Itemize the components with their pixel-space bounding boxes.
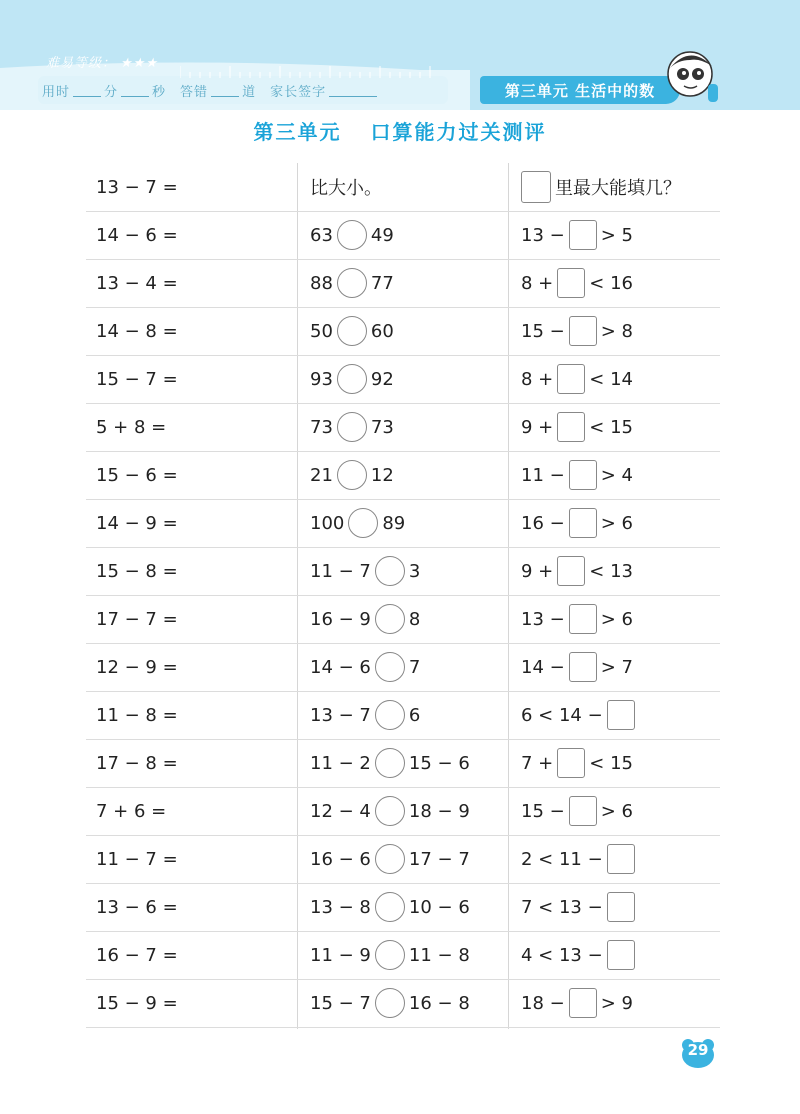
table-row xyxy=(86,211,720,260)
arithmetic-item: 17 − 8 = xyxy=(96,752,178,774)
table-row xyxy=(86,259,720,308)
compare-answer-circle[interactable] xyxy=(375,556,405,586)
compare-answer-circle[interactable] xyxy=(375,700,405,730)
table-row xyxy=(86,307,720,356)
table-row xyxy=(86,931,720,980)
minute-label: 分 xyxy=(104,84,119,100)
time-label: 用时 xyxy=(42,84,71,100)
compare-answer-circle[interactable] xyxy=(337,412,367,442)
arithmetic-item: 14 − 8 = xyxy=(96,320,178,342)
compare-answer-circle[interactable] xyxy=(337,220,367,250)
unit-tag: 第三单元 生活中的数 xyxy=(480,76,680,104)
difficulty-stars: ★★★ xyxy=(120,56,158,71)
compare-item xyxy=(310,835,470,883)
compare-left: 11 − 7 xyxy=(310,560,371,582)
table-row xyxy=(86,787,720,836)
compare-answer-circle[interactable] xyxy=(337,268,367,298)
arithmetic-item: 15 − 6 = xyxy=(96,464,178,486)
fill-right: > 7 xyxy=(600,656,633,678)
arithmetic-item: 15 − 8 = xyxy=(96,560,178,582)
compare-left: 11 − 2 xyxy=(310,752,371,774)
fill-right: < 16 xyxy=(589,272,633,294)
title-unit: 第三单元 xyxy=(253,120,342,144)
arithmetic-item: 13 − 4 = xyxy=(96,272,178,294)
compare-right: 3 xyxy=(408,560,421,582)
compare-right: 8 xyxy=(408,608,421,630)
fill-box-item xyxy=(521,643,633,691)
difficulty-rating xyxy=(46,52,158,71)
compare-left: 11 − 9 xyxy=(310,944,371,966)
seconds-blank[interactable] xyxy=(121,84,149,97)
compare-left: 21 xyxy=(310,464,333,486)
fill-box-item xyxy=(521,259,633,307)
table-row xyxy=(86,163,720,212)
compare-answer-circle[interactable] xyxy=(375,988,405,1018)
compare-left: 73 xyxy=(310,416,333,438)
fill-left: 7 + xyxy=(521,752,554,774)
title-name: 口算能力过关测评 xyxy=(370,120,547,144)
compare-left: 13 − 8 xyxy=(310,896,371,918)
fill-left: 11 − xyxy=(521,464,565,486)
fill-answer-box[interactable] xyxy=(607,700,635,730)
fill-left: 16 − xyxy=(521,512,565,534)
fill-box-item xyxy=(521,883,639,931)
fill-answer-box[interactable] xyxy=(557,364,585,394)
compare-answer-circle[interactable] xyxy=(337,460,367,490)
compare-item xyxy=(310,643,420,691)
fill-box-item xyxy=(521,403,633,451)
fill-answer-box[interactable] xyxy=(557,268,585,298)
compare-right: 16 − 8 xyxy=(408,992,470,1014)
compare-left: 16 − 9 xyxy=(310,608,371,630)
fill-answer-box[interactable] xyxy=(569,988,597,1018)
fill-box-item xyxy=(521,835,639,883)
page-number: 29 xyxy=(687,1041,709,1059)
compare-right: 92 xyxy=(370,368,394,390)
mascot-icon xyxy=(660,44,724,108)
fill-left: 18 − xyxy=(521,992,565,1014)
arithmetic-item: 5 + 8 = xyxy=(96,416,167,438)
fill-box-instruction-text: 里最大能填几？ xyxy=(555,178,681,199)
parent-sign-label: 家长签字 xyxy=(270,84,327,100)
table-row xyxy=(86,979,720,1028)
fill-left: 4 < 13 − xyxy=(521,944,603,966)
compare-answer-circle[interactable] xyxy=(375,892,405,922)
arithmetic-item: 13 − 7 = xyxy=(96,176,178,198)
compare-left: 88 xyxy=(310,272,333,294)
table-row xyxy=(86,403,720,452)
fill-right: > 6 xyxy=(600,512,633,534)
fill-left: 2 < 11 − xyxy=(521,848,603,870)
compare-left: 93 xyxy=(310,368,333,390)
fill-answer-box[interactable] xyxy=(569,796,597,826)
compare-right: 77 xyxy=(370,272,394,294)
fill-box-item xyxy=(521,979,633,1027)
compare-left: 100 xyxy=(310,512,345,534)
ruler-decoration xyxy=(180,64,440,78)
compare-left: 15 − 7 xyxy=(310,992,371,1014)
compare-right: 49 xyxy=(370,224,394,246)
compare-item xyxy=(310,355,394,403)
compare-item xyxy=(310,787,470,835)
fill-answer-box[interactable] xyxy=(569,316,597,346)
fill-left: 13 − xyxy=(521,224,565,246)
compare-right: 73 xyxy=(370,416,394,438)
arithmetic-item: 16 − 7 = xyxy=(96,944,178,966)
compare-item xyxy=(310,307,394,355)
compare-answer-circle[interactable] xyxy=(375,796,405,826)
compare-item xyxy=(310,595,420,643)
compare-right: 17 − 7 xyxy=(408,848,470,870)
compare-left: 63 xyxy=(310,224,333,246)
fill-box-item xyxy=(521,739,633,787)
table-row xyxy=(86,691,720,740)
compare-right: 7 xyxy=(408,656,421,678)
compare-left: 16 − 6 xyxy=(310,848,371,870)
fill-box-item xyxy=(521,691,639,739)
table-row xyxy=(86,451,720,500)
compare-left: 13 − 7 xyxy=(310,704,371,726)
fill-left: 9 + xyxy=(521,560,554,582)
fill-answer-box[interactable] xyxy=(557,556,585,586)
compare-right: 11 − 8 xyxy=(408,944,470,966)
compare-item xyxy=(310,739,470,787)
fill-right: < 15 xyxy=(589,416,633,438)
table-row xyxy=(86,883,720,932)
compare-right: 12 xyxy=(370,464,394,486)
parent-sign-blank[interactable] xyxy=(329,84,377,97)
answer-box-icon xyxy=(521,171,551,203)
arithmetic-item: 14 − 6 = xyxy=(96,224,178,246)
compare-item xyxy=(310,451,394,499)
table-row xyxy=(86,739,720,788)
compare-item xyxy=(310,403,394,451)
fill-answer-box[interactable] xyxy=(607,844,635,874)
compare-answer-circle[interactable] xyxy=(337,316,367,346)
page-title xyxy=(0,116,800,145)
fill-answer-box[interactable] xyxy=(569,508,597,538)
compare-answer-circle[interactable] xyxy=(375,652,405,682)
compare-answer-circle[interactable] xyxy=(375,604,405,634)
compare-right: 60 xyxy=(370,320,394,342)
fill-box-item xyxy=(521,451,633,499)
table-row xyxy=(86,643,720,692)
compare-right: 89 xyxy=(382,512,406,534)
table-row xyxy=(86,355,720,404)
fill-box-instruction xyxy=(521,163,681,211)
compare-item xyxy=(310,979,470,1027)
fill-right: < 15 xyxy=(589,752,633,774)
fill-right: > 5 xyxy=(600,224,633,246)
arithmetic-item: 7 + 6 = xyxy=(96,800,167,822)
compare-left: 14 − 6 xyxy=(310,656,371,678)
fill-box-item xyxy=(521,211,633,259)
arithmetic-item: 11 − 8 = xyxy=(96,704,178,726)
fill-right: < 13 xyxy=(589,560,633,582)
table-row xyxy=(86,835,720,884)
compare-item xyxy=(310,547,420,595)
compare-left: 12 − 4 xyxy=(310,800,371,822)
fill-box-item xyxy=(521,499,633,547)
compare-item xyxy=(310,883,470,931)
fill-left: 9 + xyxy=(521,416,554,438)
difficulty-label: 难易等级： xyxy=(46,56,117,71)
compare-answer-circle[interactable] xyxy=(337,364,367,394)
fill-left: 6 < 14 − xyxy=(521,704,603,726)
fill-box-item xyxy=(521,307,633,355)
fill-answer-box[interactable] xyxy=(607,940,635,970)
compare-item xyxy=(310,931,470,979)
table-row xyxy=(86,547,720,596)
arithmetic-item: 13 − 6 = xyxy=(96,896,178,918)
compare-answer-circle[interactable] xyxy=(375,940,405,970)
fill-left: 13 − xyxy=(521,608,565,630)
arithmetic-item: 15 − 9 = xyxy=(96,992,178,1014)
fill-box-item xyxy=(521,547,633,595)
table-row xyxy=(86,595,720,644)
compare-answer-circle[interactable] xyxy=(348,508,378,538)
compare-left: 50 xyxy=(310,320,333,342)
question-unit-label: 道 xyxy=(242,84,257,100)
arithmetic-item: 12 − 9 = xyxy=(96,656,178,678)
fill-box-item xyxy=(521,787,633,835)
fill-right: < 14 xyxy=(589,368,633,390)
compare-item xyxy=(310,211,394,259)
compare-right: 18 − 9 xyxy=(408,800,470,822)
wrong-label: 答错 xyxy=(180,84,209,100)
compare-right: 10 − 6 xyxy=(408,896,470,918)
fill-right: > 4 xyxy=(600,464,633,486)
fill-left: 7 < 13 − xyxy=(521,896,603,918)
fill-box-item xyxy=(521,595,633,643)
compare-item xyxy=(310,499,405,547)
compare-right: 15 − 6 xyxy=(408,752,470,774)
fill-answer-box[interactable] xyxy=(569,652,597,682)
fill-box-item xyxy=(521,931,639,979)
second-label: 秒 xyxy=(152,84,167,100)
fill-left: 8 + xyxy=(521,272,554,294)
fill-box-item xyxy=(521,355,633,403)
fill-answer-box[interactable] xyxy=(607,892,635,922)
arithmetic-item: 14 − 9 = xyxy=(96,512,178,534)
fill-left: 14 − xyxy=(521,656,565,678)
compare-answer-circle[interactable] xyxy=(375,844,405,874)
minutes-blank[interactable] xyxy=(73,84,101,97)
fill-answer-box[interactable] xyxy=(569,460,597,490)
compare-item xyxy=(310,259,394,307)
compare-answer-circle[interactable] xyxy=(375,748,405,778)
table-row xyxy=(86,499,720,548)
fill-answer-box[interactable] xyxy=(569,604,597,634)
fill-answer-box[interactable] xyxy=(557,412,585,442)
arithmetic-item: 15 − 7 = xyxy=(96,368,178,390)
fill-right: > 8 xyxy=(600,320,633,342)
fill-left: 8 + xyxy=(521,368,554,390)
arithmetic-item: 17 − 7 = xyxy=(96,608,178,630)
fill-answer-box[interactable] xyxy=(569,220,597,250)
fill-right: > 6 xyxy=(600,608,633,630)
fill-right: > 9 xyxy=(600,992,633,1014)
fill-left: 15 − xyxy=(521,320,565,342)
compare-right: 6 xyxy=(408,704,421,726)
fill-right: > 6 xyxy=(600,800,633,822)
fill-answer-box[interactable] xyxy=(557,748,585,778)
arithmetic-item: 11 − 7 = xyxy=(96,848,178,870)
fill-left: 15 − xyxy=(521,800,565,822)
wrong-count-blank[interactable] xyxy=(211,84,239,97)
compare-instruction: 比大小。 xyxy=(310,178,382,199)
compare-item xyxy=(310,691,420,739)
time-record-line xyxy=(42,78,380,102)
